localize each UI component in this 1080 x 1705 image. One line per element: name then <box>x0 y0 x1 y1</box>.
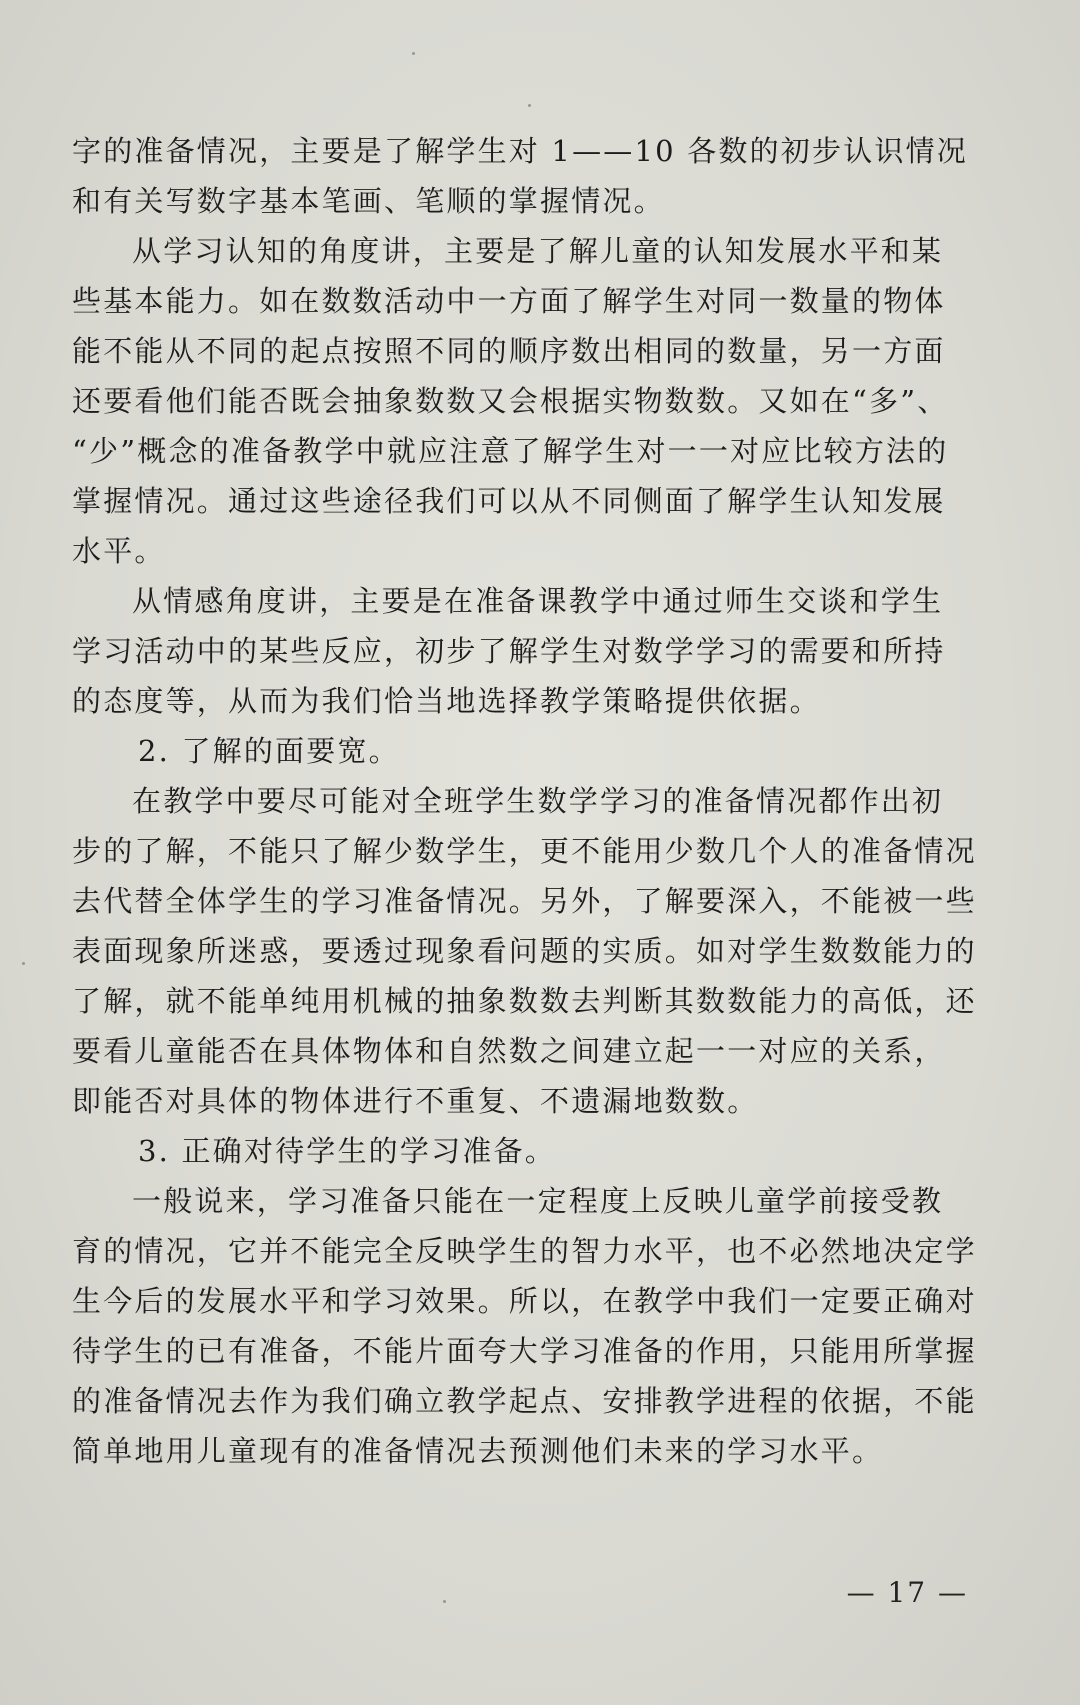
section-heading: 3. 正确对待学生的学习准备。 <box>138 1134 556 1168</box>
paragraph-first-line: 一般说来，学习准备只能在一定程度上反映儿童学前接受教 <box>132 1184 944 1218</box>
text-line: “少”概念的准备教学中就应注意了解学生对一一对应比较方法的 <box>72 434 949 468</box>
text-line: 和有关写数字基本笔画、笔顺的掌握情况。 <box>72 184 665 218</box>
text-line: 即能否对具体的物体进行不重复、不遗漏地数数。 <box>72 1084 759 1118</box>
text-line: 待学生的已有准备，不能片面夸大学习准备的作用，只能用所掌握 <box>72 1334 977 1368</box>
text-line: 还要看他们能否既会抽象数数又会根据实物数数。又如在“多”、 <box>72 384 949 418</box>
text-line: 学习活动中的某些反应，初步了解学生对数学学习的需要和所持 <box>72 634 946 668</box>
text-line: 育的情况，它并不能完全反映学生的智力水平，也不必然地决定学 <box>72 1234 977 1268</box>
body-text <box>72 126 1008 1476</box>
text-line: 能不能从不同的起点按照不同的顺序数出相同的数量，另一方面 <box>72 334 946 368</box>
text-line: 要看儿童能否在具体物体和自然数之间建立起一一对应的关系， <box>72 1034 946 1068</box>
paragraph-first-line: 从情感角度讲，主要是在准备课教学中通过师生交谈和学生 <box>132 584 944 618</box>
text-line: 去代替全体学生的学习准备情况。另外，了解要深入，不能被一些 <box>72 884 977 918</box>
text-line: 步的了解，不能只了解少数学生，更不能用少数几个人的准备情况 <box>72 834 977 868</box>
scan-speck <box>443 1600 446 1603</box>
scan-speck <box>528 104 531 107</box>
text-line: 些基本能力。如在数数活动中一方面了解学生对同一数量的物体 <box>72 284 946 318</box>
text-line: 了解，就不能单纯用机械的抽象数数去判断其数数能力的高低，还 <box>72 984 977 1018</box>
page-number: — 17 — <box>846 1576 968 1609</box>
paragraph-first-line: 在教学中要尽可能对全班学生数学学习的准备情况都作出初 <box>132 784 944 818</box>
scan-speck <box>22 962 25 965</box>
text-line: 掌握情况。通过这些途径我们可以从不同侧面了解学生认知发展 <box>72 484 946 518</box>
text-line: 的准备情况去作为我们确立教学起点、安排教学进程的依据，不能 <box>72 1384 977 1418</box>
text-line: 水平。 <box>72 534 166 568</box>
text-line: 生今后的发展水平和学习效果。所以，在教学中我们一定要正确对 <box>72 1284 977 1318</box>
text-line: 简单地用儿童现有的准备情况去预测他们未来的学习水平。 <box>72 1434 884 1468</box>
paragraph-first-line: 从学习认知的角度讲，主要是了解儿童的认知发展水平和某 <box>132 234 944 268</box>
section-heading: 2. 了解的面要宽。 <box>138 734 400 768</box>
text-line: 表面现象所迷惑，要透过现象看问题的实质。如对学生数数能力的 <box>72 934 977 968</box>
scan-speck <box>412 52 415 55</box>
text-line: 字的准备情况，主要是了解学生对 1——10 各数的初步认识情况 <box>72 134 968 168</box>
text-line: 的态度等，从而为我们恰当地选择教学策略提供依据。 <box>72 684 821 718</box>
